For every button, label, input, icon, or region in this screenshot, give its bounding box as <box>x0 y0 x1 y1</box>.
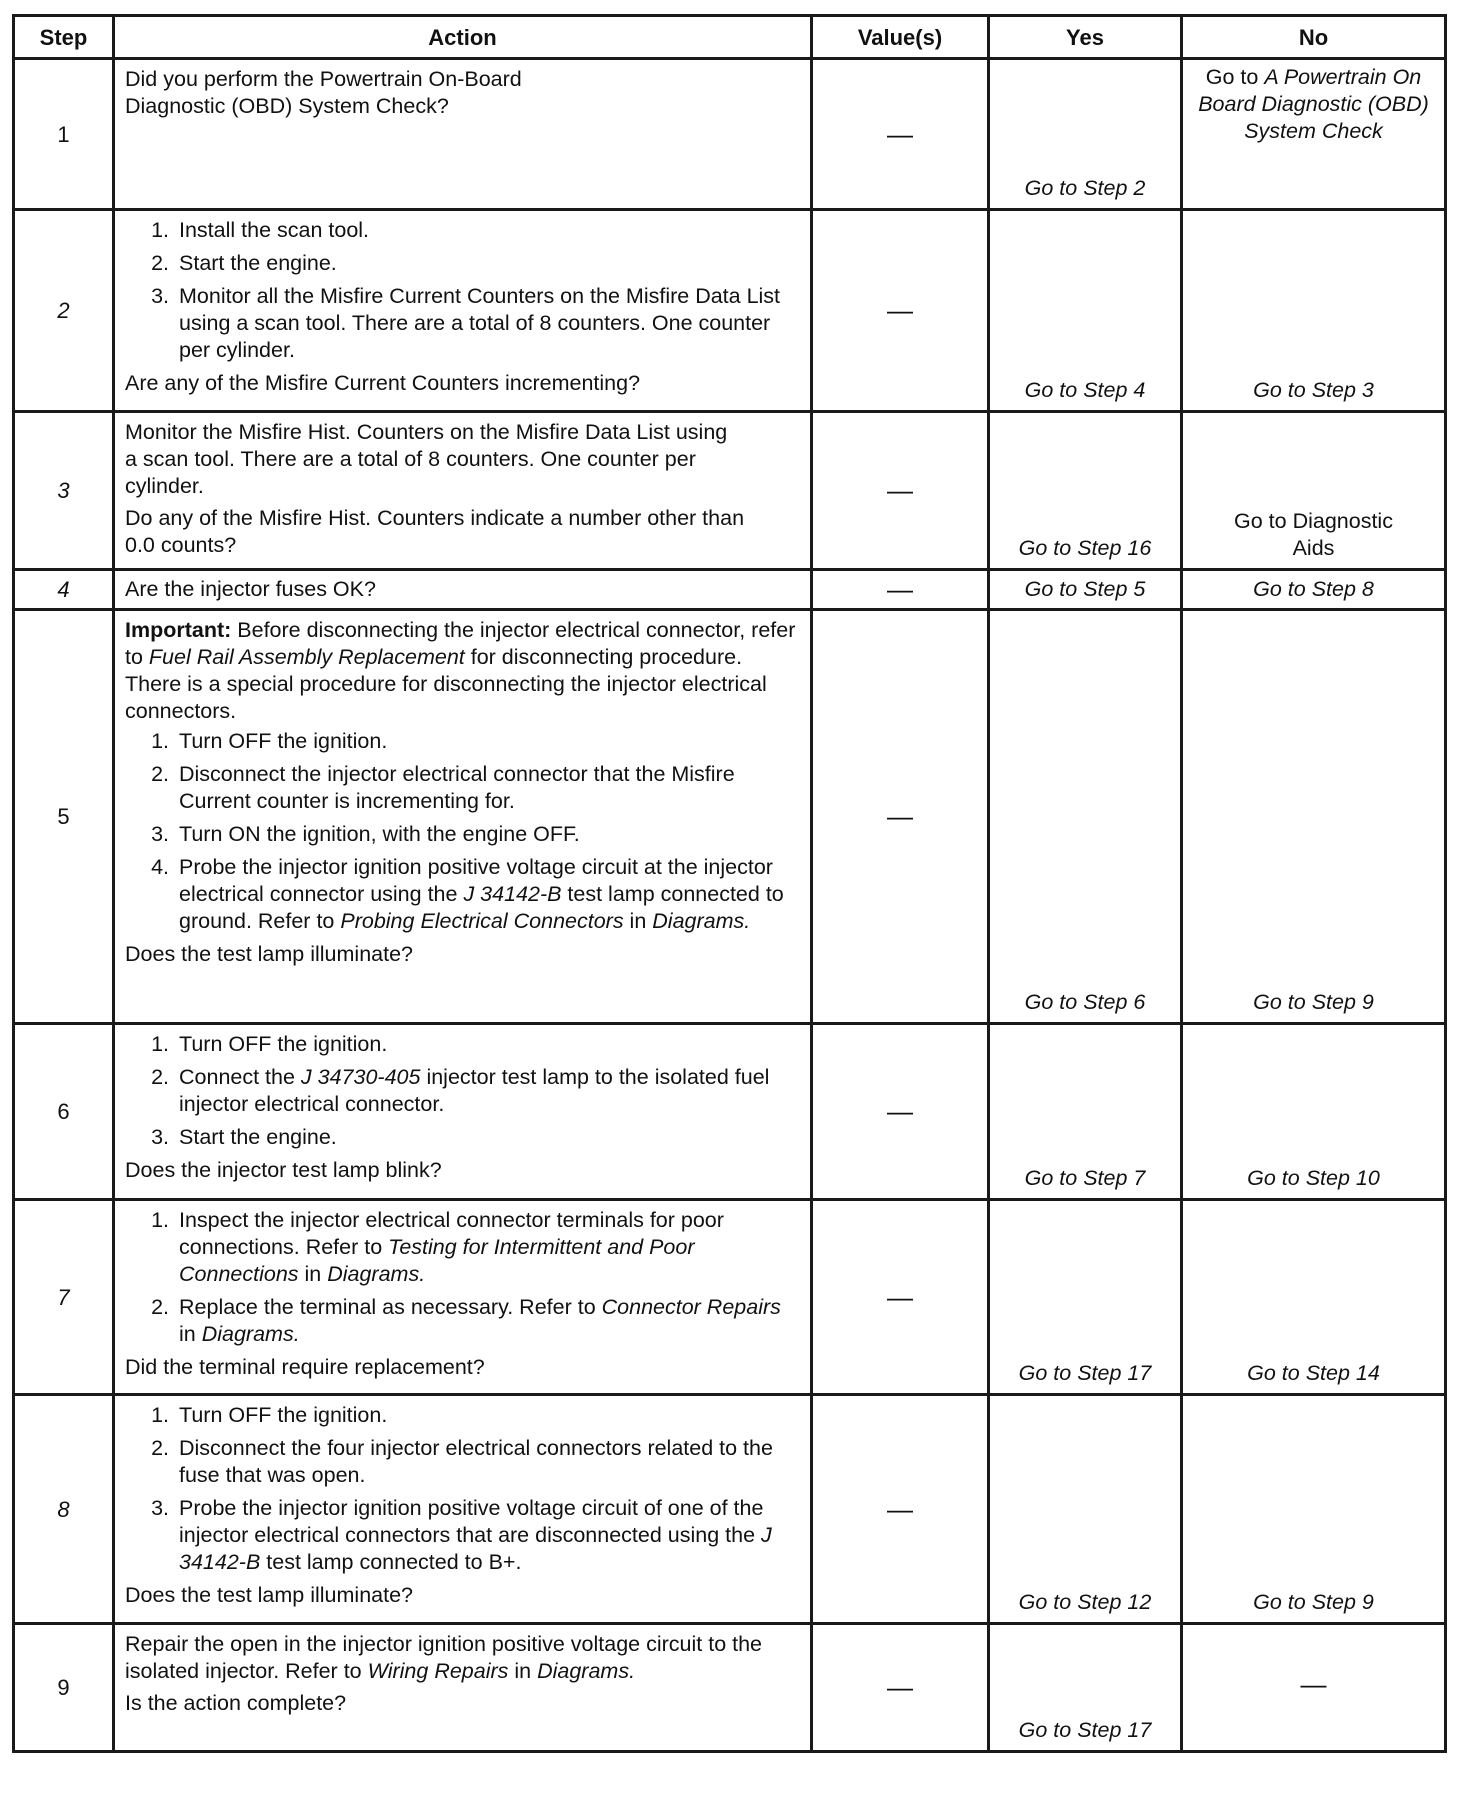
action-cell <box>114 412 812 570</box>
value-cell: — <box>812 210 989 412</box>
action-item: 1. Turn OFF the ignition. <box>175 1031 800 1058</box>
no-cell: Go to Diagnostic Aids <box>1182 412 1446 570</box>
step-number: 8 <box>14 1395 114 1624</box>
value-cell: — <box>812 610 989 1024</box>
table-row-step-9 <box>14 1624 1446 1752</box>
no-cell: Go to Step 10 <box>1182 1024 1446 1200</box>
doc-ref: Diagrams. <box>201 1322 300 1346</box>
item-text: Probe the injector ignition positive voltage circuit at the injector electrical connector using the <box>179 855 773 906</box>
action-item <box>175 1207 800 1288</box>
action-question: Does the test lamp illuminate? <box>125 1583 414 1607</box>
action-list <box>125 1207 800 1348</box>
action-item: 3. Start the engine. <box>175 1124 800 1151</box>
note-text: Before disconnecting the injector electrical connector, refer to <box>125 618 796 669</box>
tool-ref: J 34142-B <box>179 1523 772 1574</box>
action-cell <box>114 1624 812 1752</box>
action-cell <box>114 1395 812 1624</box>
action-question: Did the terminal require replacement? <box>125 1355 485 1379</box>
item-text: in <box>298 1262 328 1286</box>
action-cell <box>114 1024 812 1200</box>
doc-ref: Connector Repairs <box>601 1295 781 1319</box>
action-question: Are the injector fuses OK? <box>125 576 376 601</box>
table-row-step-2 <box>14 210 1446 412</box>
no-link-text: A Powertrain On Board Diagnostic (OBD) System Check <box>1198 65 1429 143</box>
value-cell: — <box>812 412 989 570</box>
yes-cell: Go to Step 16 <box>989 412 1182 570</box>
value-cell: — <box>812 1200 989 1395</box>
action-item <box>175 1064 800 1118</box>
action-item: 2. Start the engine. <box>175 250 800 277</box>
action-item: 1. Install the scan tool. <box>175 217 800 244</box>
table-row-step-5 <box>14 610 1446 1024</box>
doc-ref: Diagrams. <box>327 1262 426 1286</box>
important-label: Important: <box>125 618 232 642</box>
no-cell: Go to Step 8 <box>1182 570 1446 610</box>
value-cell: — <box>812 1624 989 1752</box>
note-ref: Fuel Rail Assembly Replacement <box>148 645 465 669</box>
no-cell: Go to Step 3 <box>1182 210 1446 412</box>
action-question: Are any of the Misfire Current Counters incrementing? <box>125 371 641 395</box>
action-item <box>175 1495 800 1576</box>
yes-cell: Go to Step 17 <box>989 1624 1182 1752</box>
tool-ref: J 34142-B <box>463 882 562 906</box>
item-text: test lamp connected to ground. Refer to <box>179 882 784 933</box>
yes-cell: Go to Step 4 <box>989 210 1182 412</box>
step-number: 5 <box>14 610 114 1024</box>
action-question: Is the action complete? <box>125 1691 347 1715</box>
action-list <box>125 1402 800 1576</box>
item-text: in <box>623 909 653 933</box>
step-number: 9 <box>14 1624 114 1752</box>
value-cell: — <box>812 59 989 210</box>
action-question: Do any of the Misfire Hist. Counters indicate a number other than 0.0 counts? <box>125 506 745 557</box>
no-cell <box>1182 59 1446 210</box>
step-number: 7 <box>14 1200 114 1395</box>
important-note <box>125 617 800 725</box>
item-text: Repair the open in the injector ignition positive voltage circuit to the isolated injector. Refer to <box>125 1632 763 1683</box>
step-number: 1 <box>14 59 114 210</box>
value-cell: — <box>812 570 989 610</box>
no-cell: Go to Step 14 <box>1182 1200 1446 1395</box>
value-cell: — <box>812 1024 989 1200</box>
header-values: Value(s) <box>812 16 989 59</box>
item-text: Inspect the injector electrical connector terminals for poor connections. Refer to <box>179 1208 724 1259</box>
diagnostic-table-sheet <box>12 14 1444 1753</box>
no-prefix: Go to <box>1205 65 1265 89</box>
no-cell: — <box>1182 1624 1446 1752</box>
action-cell <box>114 570 812 610</box>
no-cell: Go to Step 9 <box>1182 1395 1446 1624</box>
item-text: in <box>179 1322 202 1346</box>
table-row-step-6 <box>14 1024 1446 1200</box>
yes-cell: Go to Step 7 <box>989 1024 1182 1200</box>
item-text: Probe the injector ignition positive voltage circuit of one of the injector electrical connectors that are disconnected using the <box>179 1496 764 1547</box>
table-row-step-7 <box>14 1200 1446 1395</box>
doc-ref: Probing Electrical Connectors <box>340 909 624 933</box>
action-cell <box>114 610 812 1024</box>
yes-cell: Go to Step 6 <box>989 610 1182 1024</box>
table-row-step-1 <box>14 59 1446 210</box>
step-number: 3 <box>14 412 114 570</box>
action-item <box>175 854 800 935</box>
step-number: 2 <box>14 210 114 412</box>
action-question: Does the test lamp illuminate? <box>125 942 414 966</box>
doc-ref: Testing for Intermittent and Poor Connections <box>179 1235 695 1286</box>
action-item <box>175 1294 800 1348</box>
step-number: 6 <box>14 1024 114 1200</box>
no-cell: Go to Step 9 <box>1182 610 1446 1024</box>
diagnostic-table <box>12 14 1447 1753</box>
value-cell: — <box>812 1395 989 1624</box>
action-item: 1. Turn OFF the ignition. <box>175 728 800 755</box>
action-question: Does the injector test lamp blink? <box>125 1158 442 1182</box>
header-step: Step <box>14 16 114 59</box>
table-row-step-8 <box>14 1395 1446 1624</box>
action-cell <box>114 59 812 210</box>
header-action: Action <box>114 16 812 59</box>
table-row-step-4 <box>14 570 1446 610</box>
doc-ref: Diagrams. <box>652 909 751 933</box>
table-row-step-3 <box>14 412 1446 570</box>
action-text: Did you perform the Powertrain On-Board Diagnostic (OBD) System Check? <box>125 67 522 118</box>
action-text: Monitor the Misfire Hist. Counters on the Misfire Data List using a scan tool. There are a total of 8 counters. One counter per cylinder. <box>125 420 728 498</box>
item-text: Connect the <box>179 1065 301 1089</box>
action-cell <box>114 210 812 412</box>
tool-ref: J 34730-405 <box>300 1065 421 1089</box>
item-text: test lamp connected to B+. <box>260 1550 522 1574</box>
doc-ref: Diagrams. <box>537 1659 636 1683</box>
item-text: Replace the terminal as necessary. Refer to <box>179 1295 602 1319</box>
action-item: 2. Disconnect the four injector electrical connectors related to the fuse that was open. <box>175 1435 800 1489</box>
item-text: injector test lamp to the isolated fuel injector electrical connector. <box>179 1065 770 1116</box>
action-item: 2. Disconnect the injector electrical connector that the Misfire Current counter is incrementing for. <box>175 761 800 815</box>
note-text: for disconnecting procedure. There is a special procedure for disconnecting the injector electrical connectors. <box>125 645 767 723</box>
action-item: 1. Turn OFF the ignition. <box>175 1402 800 1429</box>
yes-cell: Go to Step 5 <box>989 570 1182 610</box>
header-row <box>14 16 1446 59</box>
yes-cell: Go to Step 17 <box>989 1200 1182 1395</box>
header-yes: Yes <box>989 16 1182 59</box>
yes-cell: Go to Step 2 <box>989 59 1182 210</box>
item-text: in <box>508 1659 538 1683</box>
action-item: 3. Turn ON the ignition, with the engine OFF. <box>175 821 800 848</box>
action-text <box>125 1631 800 1685</box>
step-number: 4 <box>14 570 114 610</box>
action-cell <box>114 1200 812 1395</box>
action-list <box>125 728 800 935</box>
doc-ref: Wiring Repairs <box>367 1659 509 1683</box>
action-item: 3. Monitor all the Misfire Current Counters on the Misfire Data List using a scan tool. There are a total of 8 counters. One counter per cylinder. <box>175 283 800 364</box>
action-list <box>125 1031 800 1151</box>
action-list <box>125 217 800 364</box>
header-no: No <box>1182 16 1446 59</box>
yes-cell: Go to Step 12 <box>989 1395 1182 1624</box>
